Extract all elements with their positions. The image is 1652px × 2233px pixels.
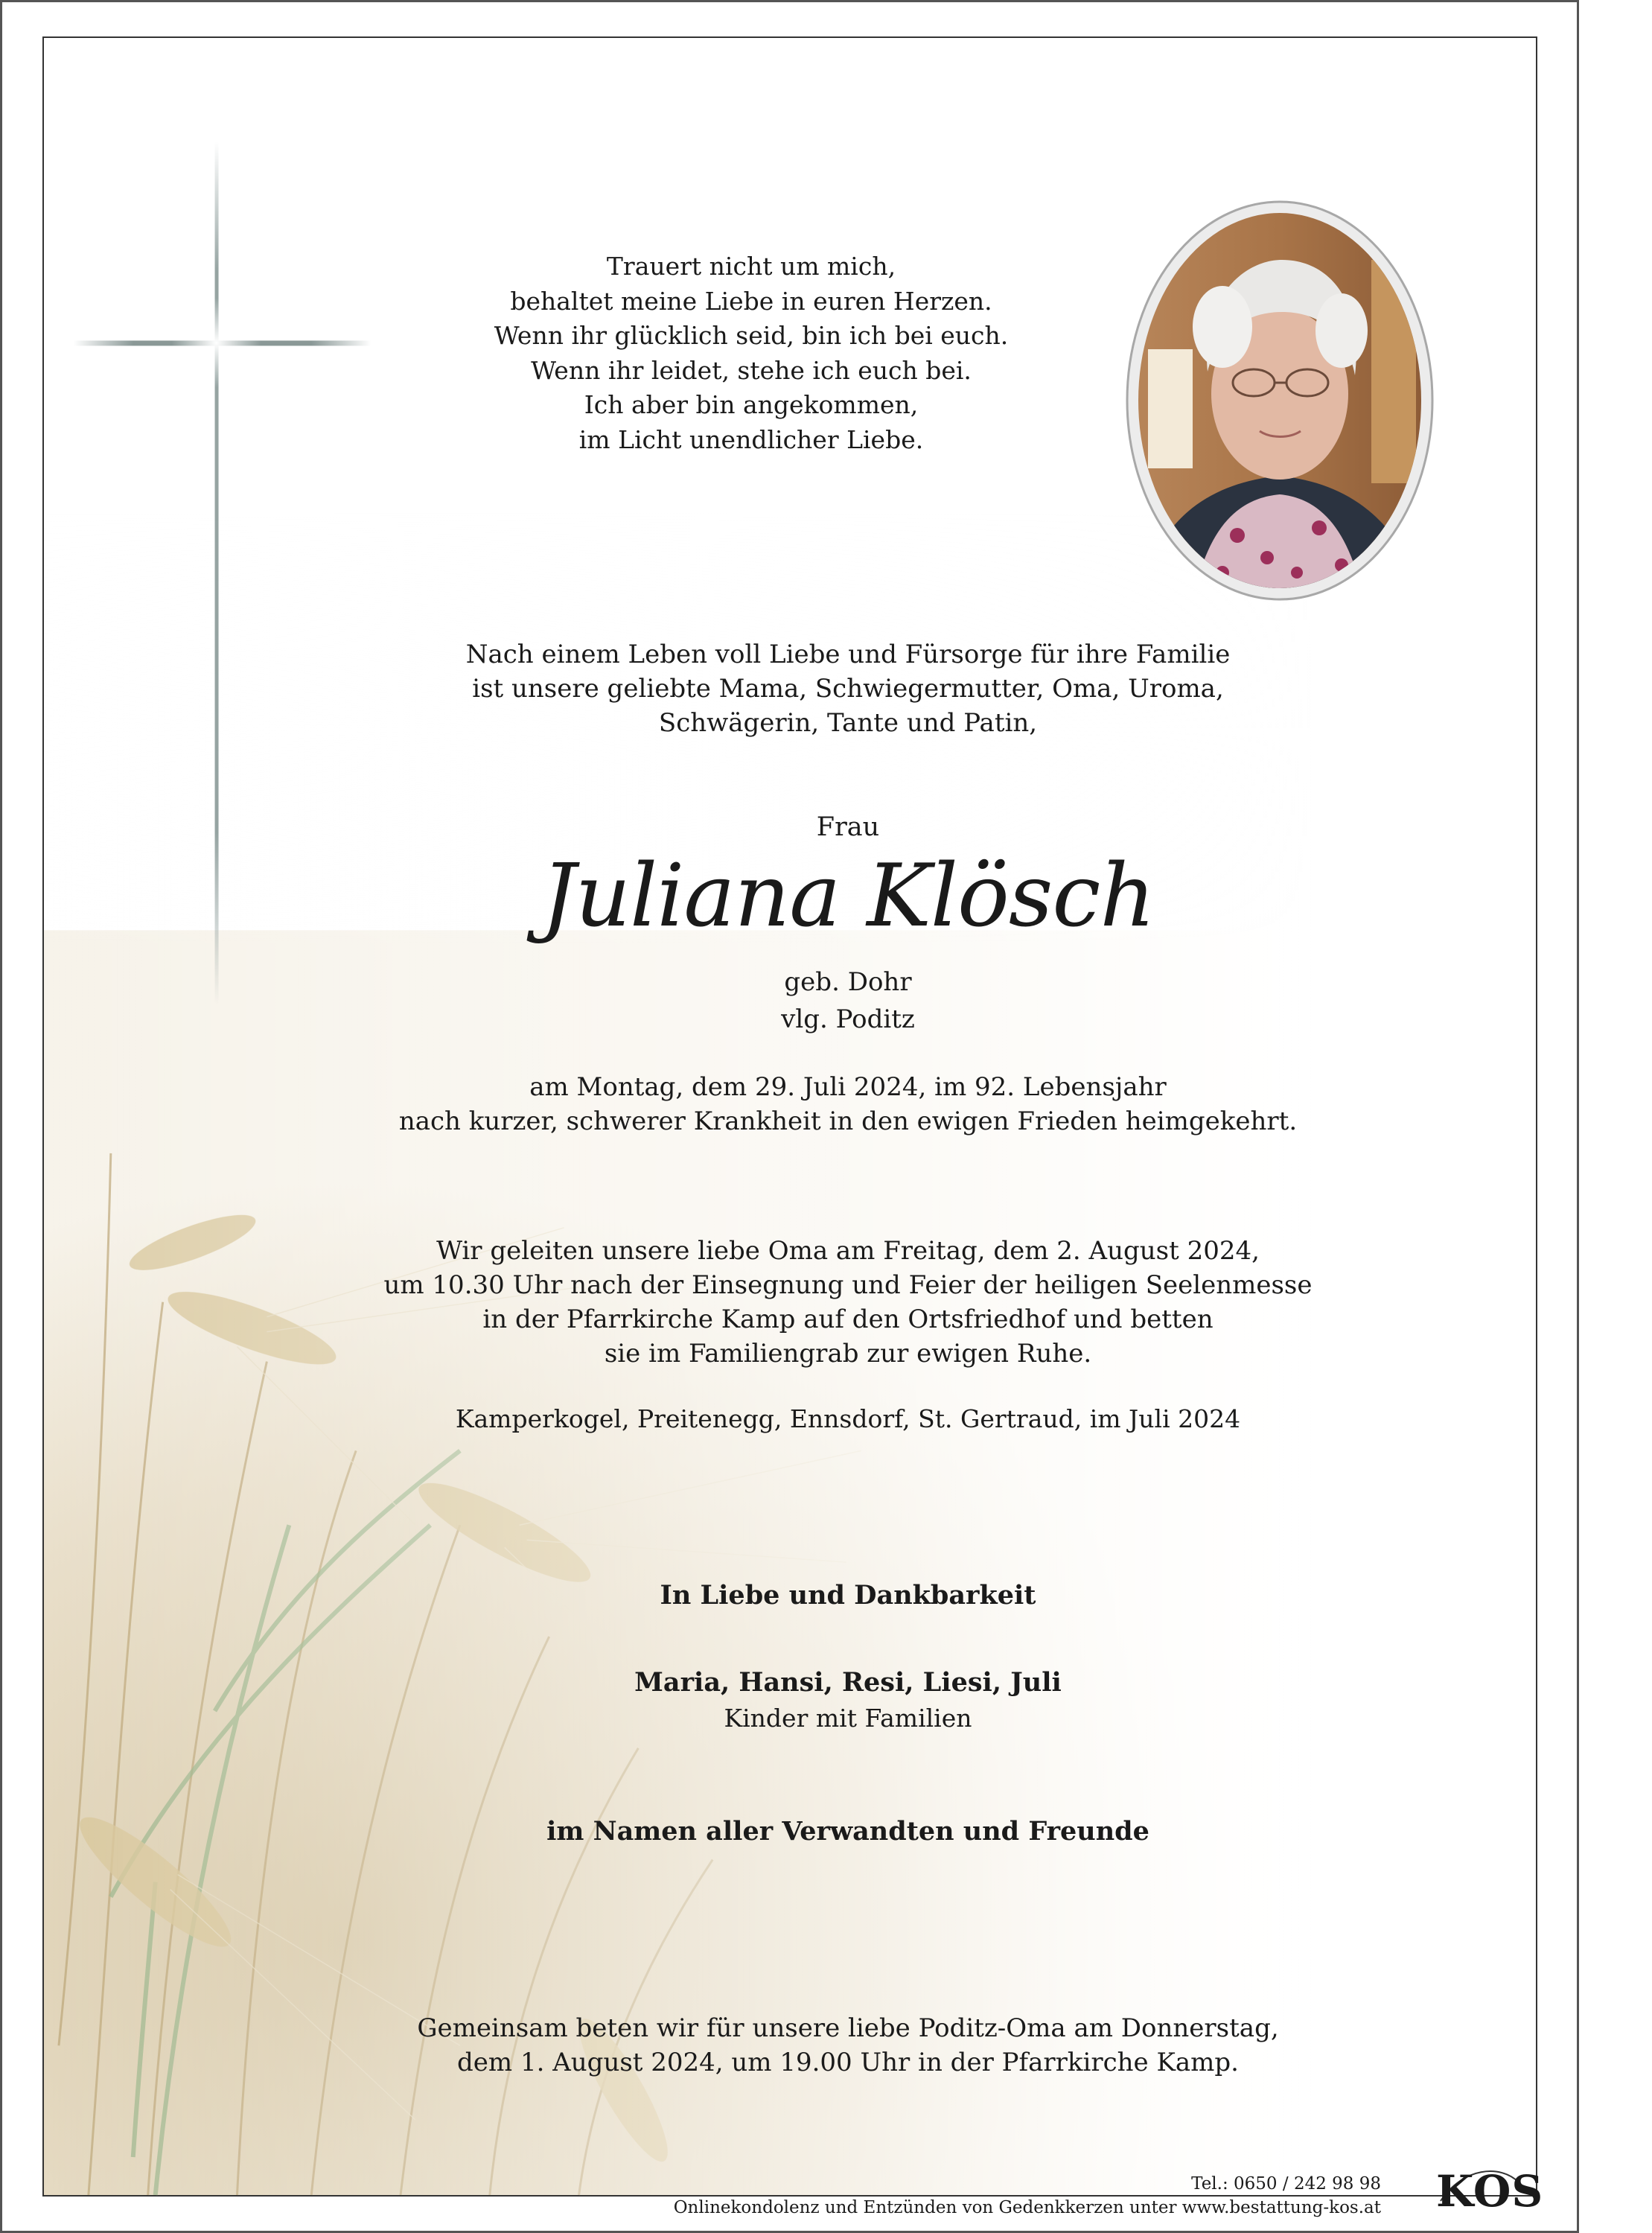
closing-text: In Liebe und Dankbarkeit [660,1580,1036,1611]
funeral-text [44,1234,1652,1371]
birth-name: geb. Dohr [784,967,912,997]
poem-line: im Licht unendlicher Liebe. [578,424,924,454]
children-subtitle: Kinder mit Familien [724,1704,972,1733]
intro-line: Nach einem Leben voll Liebe und Fürsorge für ihre Familie [465,640,1231,669]
website-text: Onlinekondolenz und Entzünden von Gedenkkerzen unter www.bestattung-kos.at [673,2198,1381,2217]
prayer-line: Gemeinsam beten wir für unsere liebe Poditz-Oma am Donnerstag, [417,2013,1279,2043]
poem-line: Wenn ihr leidet, stehe ich euch bei. [531,355,972,385]
poem-line: Wenn ihr glücklich seid, bin ich bei euch. [494,321,1009,350]
death-line: nach kurzer, schwerer Krankheit in den ewigen Frieden heimgekehrt. [398,1106,1298,1136]
name-details [44,963,1652,1038]
poem-line: Trauert nicht um mich, [606,252,896,281]
poem-line: behaltet meine Liebe in euren Herzen. [510,286,992,316]
vulgo-name: vlg. Poditz [781,1004,915,1034]
relatives-text: im Namen aller Verwandten und Freunde [546,1816,1149,1847]
death-text [44,1070,1652,1138]
death-notice-card [42,36,1544,2217]
children-names: Maria, Hansi, Resi, Liesi, Juli [634,1667,1062,1698]
funeral-line: um 10.30 Uhr nach der Einsegnung und Feier der heiligen Seelenmesse [383,1270,1313,1300]
funeral-line: sie im Familiengrab zur ewigen Ruhe. [604,1339,1092,1369]
poem [44,249,1458,457]
poem-line: Ich aber bin angekommen, [584,390,919,419]
prayer-text [44,2011,1652,2080]
death-line: am Montag, dem 29. Juli 2024, im 92. Lebensjahr [529,1072,1167,1102]
salutation: Frau [816,812,880,842]
contact-info [674,2172,1381,2220]
phone-number: Tel.: 0650 / 242 98 98 [1191,2174,1381,2194]
intro-line: Schwägerin, Tante und Patin, [658,708,1038,738]
intro-text [44,637,1652,740]
place-date: Kamperkogel, Preitenegg, Ennsdorf, St. Gertraud, im Juli 2024 [455,1404,1241,1433]
intro-line: ist unsere geliebte Mama, Schwiegermutter, Oma, Uroma, [472,674,1224,704]
prayer-line: dem 1. August 2024, um 19.00 Uhr in der Pfarrkirche Kamp. [457,2048,1239,2077]
funeral-line: Wir geleiten unsere liebe Oma am Freitag, dem 2. August 2024, [436,1236,1260,1266]
deceased-name: Juliana Klösch [540,846,1155,946]
kos-logo: KOS [1436,2166,1544,2217]
funeral-line: in der Pfarrkirche Kamp auf den Ortsfriedhof und betten [482,1305,1214,1334]
